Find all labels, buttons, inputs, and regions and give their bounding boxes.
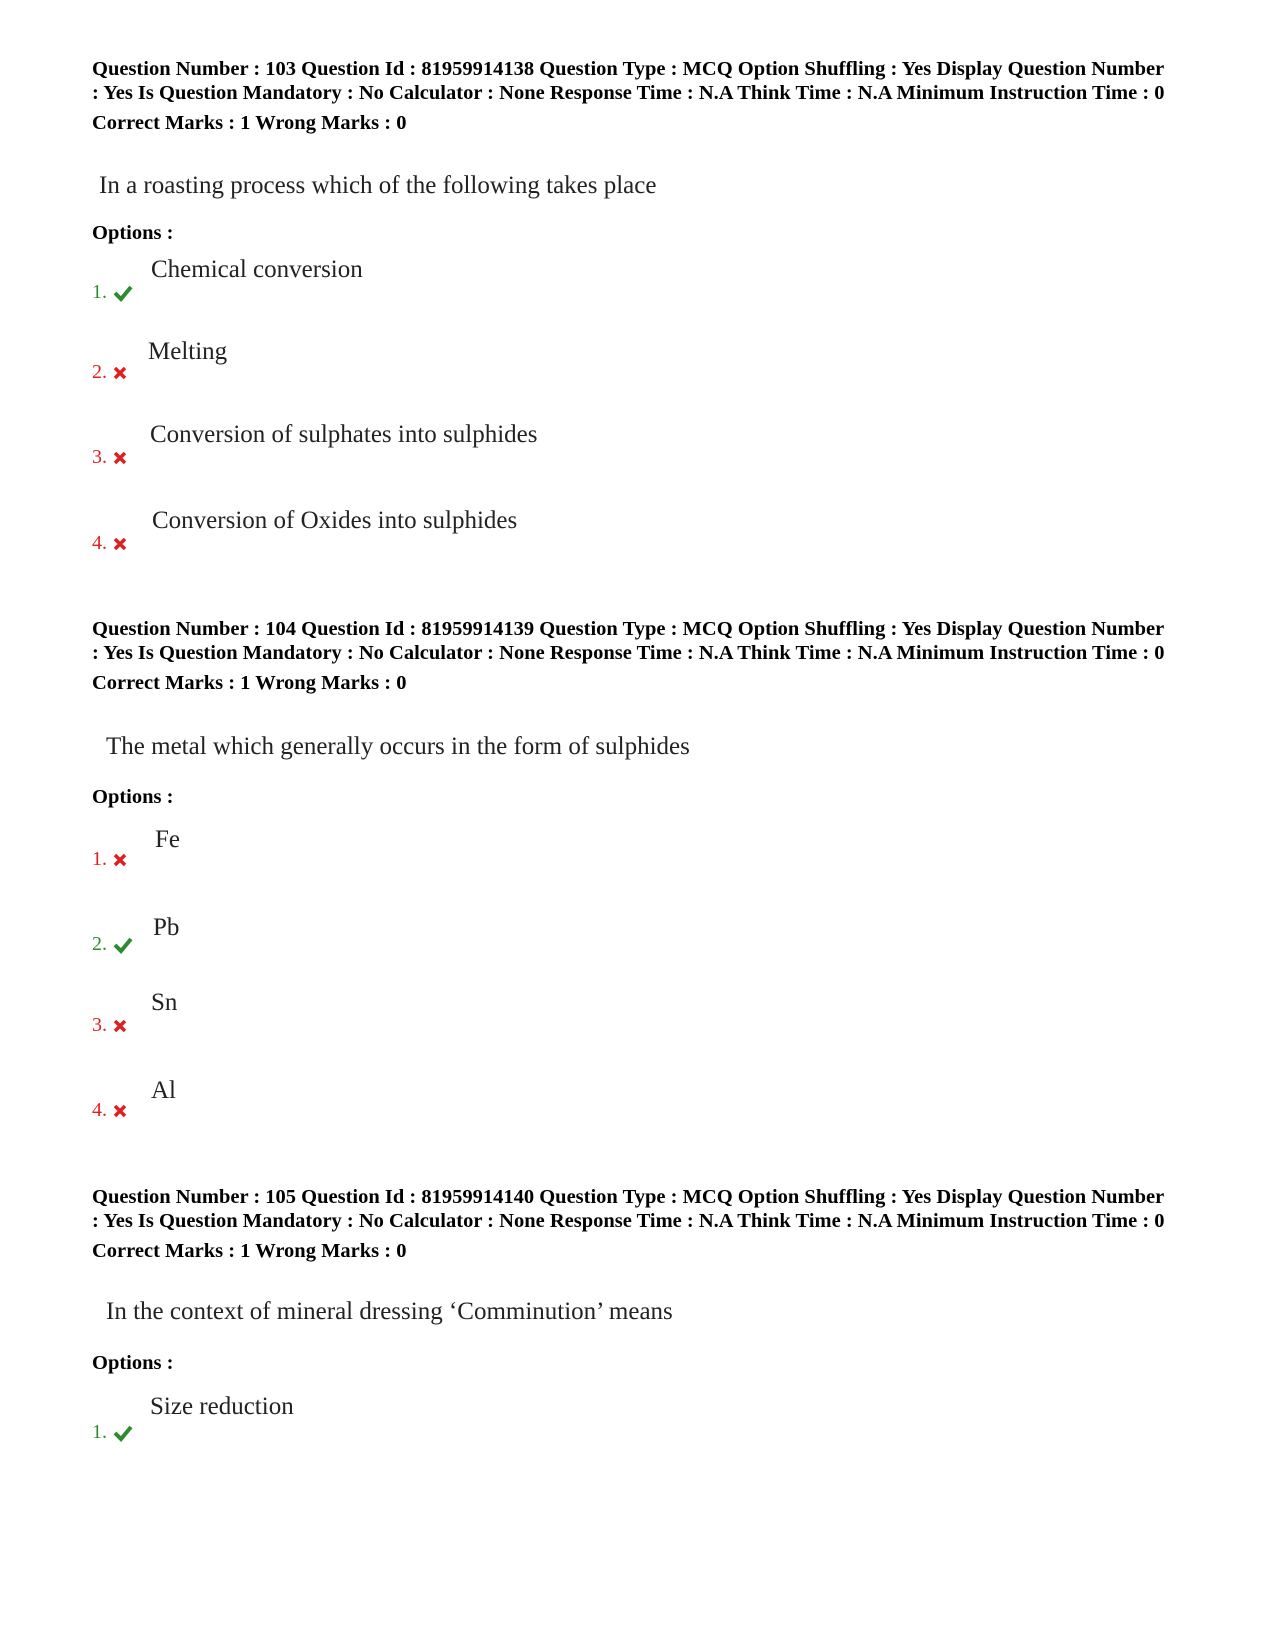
option-number: 3. [92, 446, 127, 469]
question-meta: Question Number : 103 Question Id : 81959914138 Question Type : MCQ Option Shuffling : Yes Display Question Number : Yes Is Question Mandatory : No Calculator : None Response Time : N.A Think Time : N.A Minimum Instruction Time : 0 [92, 58, 1165, 104]
option-text: Melting [148, 338, 228, 365]
option-number: 2. [92, 933, 133, 956]
options-label: Options : [92, 222, 174, 244]
option-number: 4. [92, 1099, 127, 1122]
question-stem: The metal which generally occurs in the form of sulphides [106, 733, 690, 760]
question-meta: Question Number : 105 Question Id : 81959914140 Question Type : MCQ Option Shuffling : Yes Display Question Number : Yes Is Question Mandatory : No Calculator : None Response Time : N.A Think Time : N.A Minimum Instruction Time : 0 [92, 1186, 1165, 1232]
question-meta: Question Number : 104 Question Id : 81959914139 Question Type : MCQ Option Shuffling : Yes Display Question Number : Yes Is Question Mandatory : No Calculator : None Response Time : N.A Think Time : N.A Minimum Instruction Time : 0 [92, 618, 1165, 664]
options-label: Options : [92, 1352, 174, 1374]
question-marks: Correct Marks : 1 Wrong Marks : 0 [92, 672, 407, 694]
option-text: Pb [153, 914, 180, 941]
cross-icon [113, 537, 127, 551]
question-marks: Correct Marks : 1 Wrong Marks : 0 [92, 1240, 407, 1262]
cross-icon [113, 1104, 127, 1118]
cross-icon [113, 366, 127, 380]
cross-icon [113, 1019, 127, 1033]
option-text: Fe [155, 826, 180, 853]
option-number: 1. [92, 848, 127, 871]
option-number: 1. [92, 281, 133, 304]
option-text: Conversion of sulphates into sulphides [150, 421, 538, 448]
option-number: 1. [92, 1421, 133, 1444]
check-icon [113, 1424, 133, 1442]
option-number: 2. [92, 361, 127, 384]
question-marks: Correct Marks : 1 Wrong Marks : 0 [92, 112, 407, 134]
option-text: Conversion of Oxides into sulphides [152, 507, 518, 534]
option-text: Sn [151, 989, 178, 1016]
option-text: Size reduction [150, 1393, 294, 1420]
cross-icon [113, 451, 127, 465]
option-number: 4. [92, 532, 127, 555]
options-label: Options : [92, 786, 174, 808]
option-text: Al [151, 1077, 176, 1104]
option-number: 3. [92, 1014, 127, 1037]
option-text: Chemical conversion [151, 256, 363, 283]
check-icon [113, 284, 133, 302]
question-header [92, 617, 1172, 695]
question-stem: In a roasting process which of the following takes place [99, 172, 657, 199]
cross-icon [113, 853, 127, 867]
check-icon [113, 936, 133, 954]
question-stem: In the context of mineral dressing ‘Comminution’ means [106, 1298, 673, 1325]
question-header [92, 57, 1172, 135]
question-header [92, 1185, 1172, 1263]
